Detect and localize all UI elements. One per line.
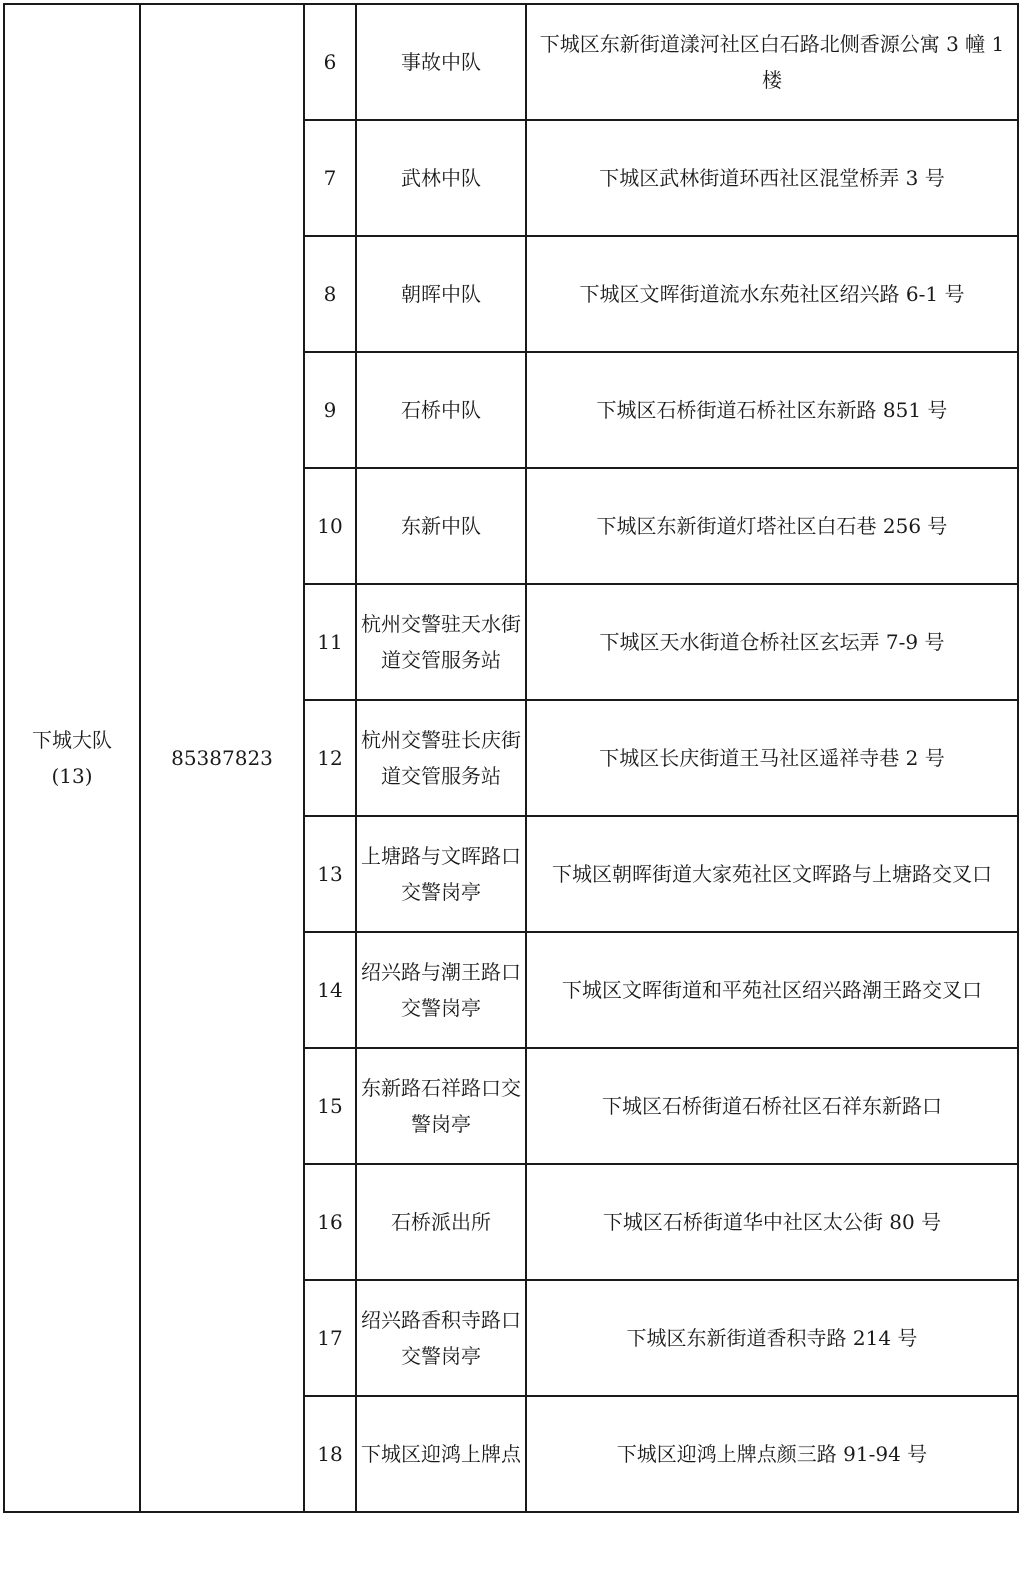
station-address: 下城区武林街道环西社区混堂桥弄 3 号	[526, 120, 1018, 236]
traffic-station-table	[3, 3, 1019, 1513]
brigade-cell	[4, 4, 140, 1512]
row-number: 11	[304, 584, 356, 700]
row-number: 17	[304, 1280, 356, 1396]
row-number: 10	[304, 468, 356, 584]
station-name: 绍兴路与潮王路口交警岗亭	[356, 932, 526, 1048]
row-number: 15	[304, 1048, 356, 1164]
station-name: 石桥中队	[356, 352, 526, 468]
row-number: 8	[304, 236, 356, 352]
row-number: 9	[304, 352, 356, 468]
station-name: 朝晖中队	[356, 236, 526, 352]
station-address: 下城区石桥街道石桥社区东新路 851 号	[526, 352, 1018, 468]
station-name: 武林中队	[356, 120, 526, 236]
station-address: 下城区东新街道灯塔社区白石巷 256 号	[526, 468, 1018, 584]
station-address: 下城区石桥街道石桥社区石祥东新路口	[526, 1048, 1018, 1164]
station-address: 下城区文晖街道流水东苑社区绍兴路 6-1 号	[526, 236, 1018, 352]
station-name: 杭州交警驻天水街道交管服务站	[356, 584, 526, 700]
brigade-phone: 85387823	[140, 4, 304, 1512]
table-row	[4, 4, 1018, 120]
station-name: 绍兴路香积寺路口交警岗亭	[356, 1280, 526, 1396]
station-name: 下城区迎鸿上牌点	[356, 1396, 526, 1512]
row-number: 6	[304, 4, 356, 120]
station-name: 事故中队	[356, 4, 526, 120]
station-address: 下城区石桥街道华中社区太公街 80 号	[526, 1164, 1018, 1280]
row-number: 16	[304, 1164, 356, 1280]
station-address: 下城区天水街道仓桥社区玄坛弄 7-9 号	[526, 584, 1018, 700]
row-number: 7	[304, 120, 356, 236]
row-number: 12	[304, 700, 356, 816]
station-name: 杭州交警驻长庆街道交管服务站	[356, 700, 526, 816]
row-number: 13	[304, 816, 356, 932]
row-number: 14	[304, 932, 356, 1048]
station-name: 东新中队	[356, 468, 526, 584]
brigade-name: 下城大队	[32, 728, 112, 752]
table-body	[4, 4, 1018, 1512]
brigade-count: (13)	[51, 764, 93, 788]
station-address: 下城区长庆街道王马社区遥祥寺巷 2 号	[526, 700, 1018, 816]
station-name: 上塘路与文晖路口交警岗亭	[356, 816, 526, 932]
station-address: 下城区文晖街道和平苑社区绍兴路潮王路交叉口	[526, 932, 1018, 1048]
station-name: 东新路石祥路口交警岗亭	[356, 1048, 526, 1164]
station-address: 下城区迎鸿上牌点颜三路 91-94 号	[526, 1396, 1018, 1512]
row-number: 18	[304, 1396, 356, 1512]
station-address: 下城区东新街道漾河社区白石路北侧香源公寓 3 幢 1 楼	[526, 4, 1018, 120]
station-name: 石桥派出所	[356, 1164, 526, 1280]
station-address: 下城区朝晖街道大家苑社区文晖路与上塘路交叉口	[526, 816, 1018, 932]
station-address: 下城区东新街道香积寺路 214 号	[526, 1280, 1018, 1396]
